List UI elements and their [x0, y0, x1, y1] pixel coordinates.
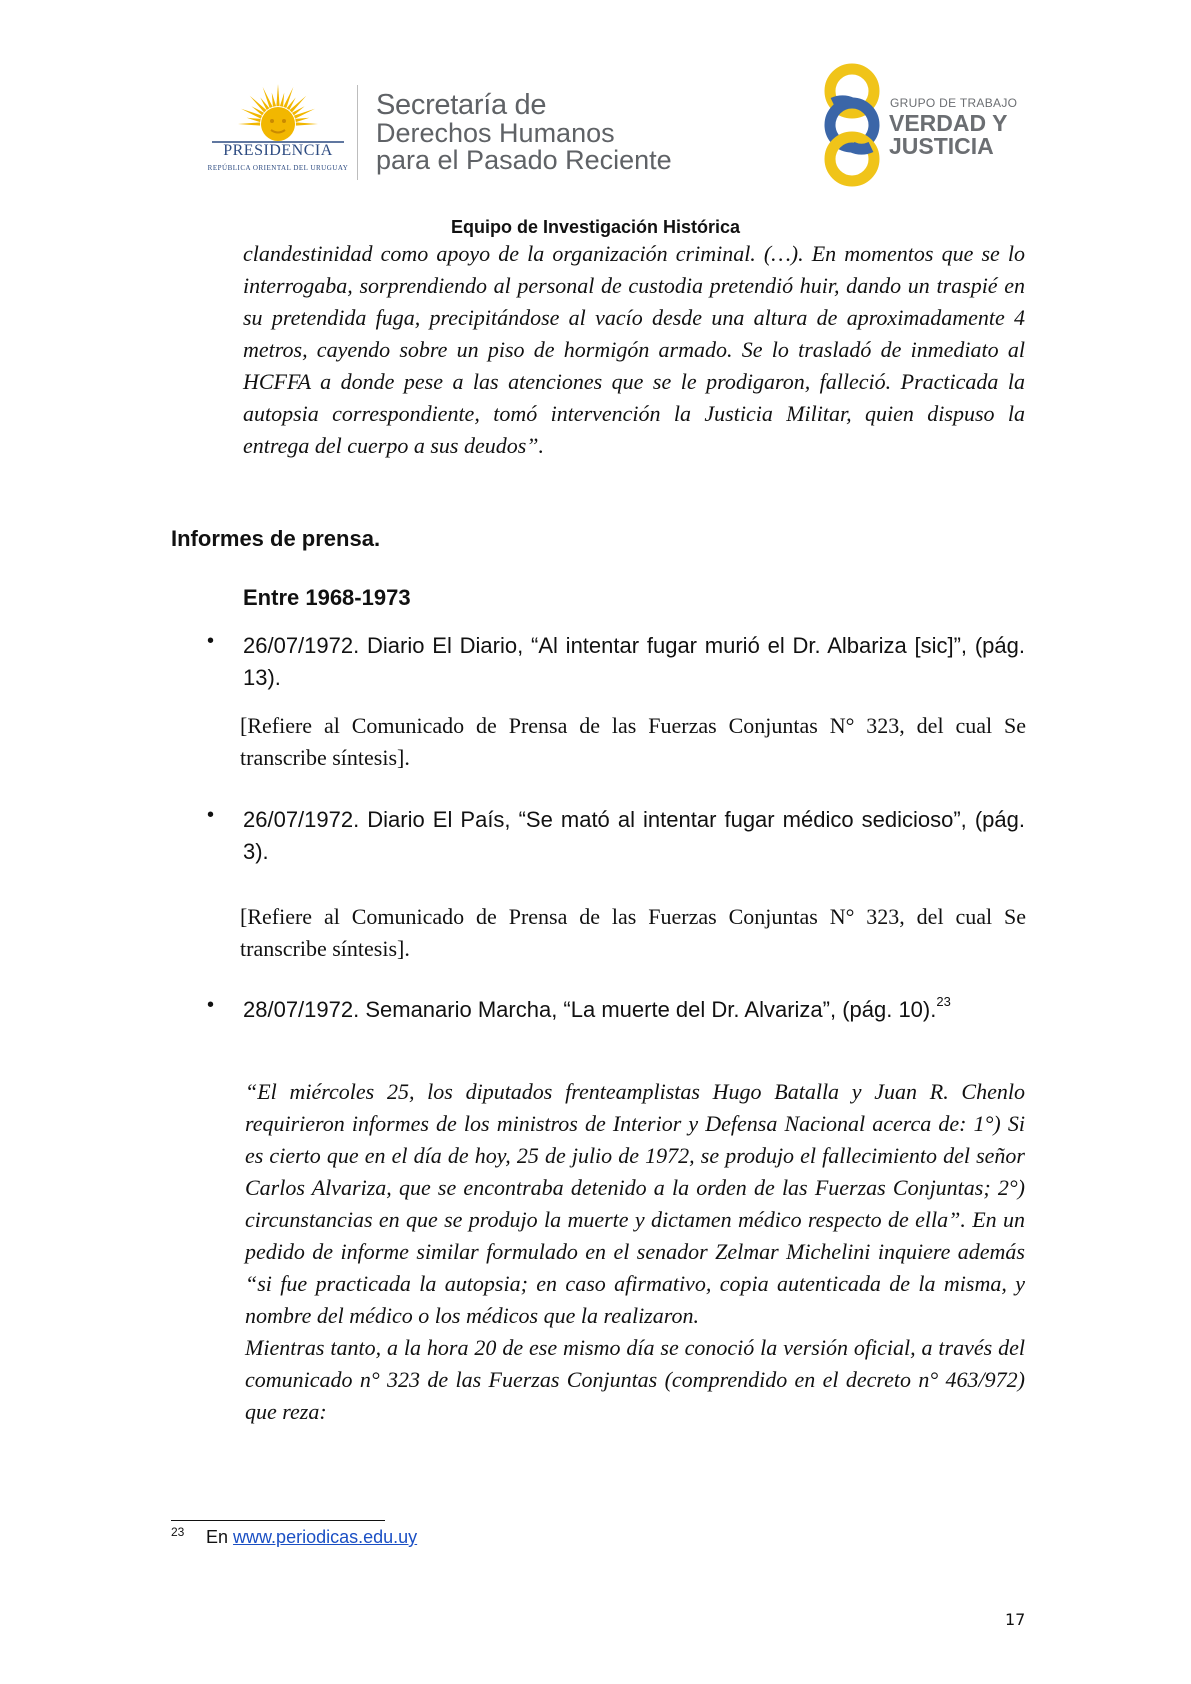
sun-ray [276, 84, 279, 106]
page-header [0, 0, 1191, 210]
gtvj-line-2: VERDAD Y [889, 110, 1008, 136]
header-divider [357, 85, 358, 180]
press-item-text: 26/07/1972. Diario El Diario, “Al intentar fugar murió el Dr. Albariza [sic]”, (pág. 13). [243, 633, 1025, 690]
footnote-separator [171, 1520, 385, 1521]
quote-marcha [245, 1076, 1025, 1428]
footnote-prefix: En [206, 1527, 229, 1547]
bullet-icon: • [207, 630, 215, 652]
secretaria-line-3: para el Pasado Reciente [376, 145, 672, 175]
subsection-heading: Entre 1968-1973 [243, 585, 411, 610]
grupo-trabajo-logo [812, 63, 1022, 188]
secretaria-logo-text [376, 90, 672, 174]
presidencia-title: PRESIDENCIA [223, 142, 333, 159]
presidencia-subtitle: REPÚBLICA ORIENTAL DEL URUGUAY [207, 164, 349, 172]
presidencia-logo [198, 82, 358, 178]
section-heading: Informes de prensa. [171, 526, 381, 551]
press-item-note: [Refiere al Comunicado de Prensa de las Fuerzas Conjuntas N° 323, del cual Se transcribe síntesis]. [240, 713, 1026, 770]
sun-ray [295, 118, 309, 122]
sun-emblem-icon [198, 82, 358, 144]
sun-ray [247, 118, 261, 122]
footnote-text [206, 1527, 417, 1548]
sun-ray [238, 122, 260, 125]
quote-continuation: clandestinidad como apoyo de la organización criminal. (…). En momentos que se lo interrogaba, sorprendiendo al personal de custodia pretendió huir, dando un traspié en su pretendida fuga, precipitándose al vacío desde una altura de aproximadamente 4 metros, cayendo sobre un piso de hormigón armado. Se lo trasladó de inmediato al HCFFA a donde pese a las atenciones que se le prodigaron, falleció. Practicada la autopsia correspondiente, tomó intervención la Justicia Militar, quien dispuso la entrega del cuerpo a sus deudos”. [243, 241, 1025, 458]
interlocking-rings-icon [812, 63, 892, 188]
sun-ray [272, 93, 276, 107]
gtvj-line-3: JUSTICIA [889, 133, 994, 159]
footnote-number: 23 [171, 1525, 185, 1539]
sun-ray [280, 93, 284, 107]
gtvj-line-1: GRUPO DE TRABAJO [890, 96, 1018, 110]
quote-paragraph: Mientras tanto, a la hora 20 de ese mismo día se conoció la versión oficial, a través del comunicado n° 323 de las Fuerzas Conjuntas (comprendido en el decreto n° 463/972) que reza: [245, 1335, 1025, 1424]
press-item-note: [Refiere al Comunicado de Prensa de las Fuerzas Conjuntas N° 323, del cual Se transcribe síntesis]. [240, 904, 1026, 961]
team-title: Equipo de Investigación Histórica [450, 217, 741, 237]
bullet-icon: • [207, 994, 215, 1016]
secretaria-line-2: Derechos Humanos [376, 118, 615, 148]
bullet-icon: • [207, 804, 215, 826]
press-item-text-wrapper [243, 994, 1025, 1026]
sun-ray [296, 122, 318, 125]
press-item-text: 26/07/1972. Diario El País, “Se mató al intentar fugar médico sedicioso”, (pág. 3). [243, 807, 1025, 864]
footnote-reference[interactable]: 23 [936, 993, 951, 1009]
footnote-link[interactable]: www.periodicas.edu.uy [233, 1527, 418, 1547]
press-item-text: 28/07/1972. Semanario Marcha, “La muerte del Dr. Alvariza”, (pág. 10). [243, 997, 937, 1022]
page-number: 17 [1005, 1610, 1026, 1629]
quote-paragraph: “El miércoles 25, los diputados frenteamplistas Hugo Batalla y Juan R. Chenlo requirieron informes de los ministros de Interior y Defensa Nacional acerca de: 1°) Si es cierto que en el día de hoy, 25 de julio de 1972, se produjo el fallecimiento del señor Carlos Alvariza, que se encontraba detenido a la orden de las Fuerzas Conjuntas; 2°) circunstancias en que se produjo la muerte y dictamen médico respecto de ella”. En un pedido de informe similar formulado en el senador Zelmar Michelini inquiere además “si fue practicada la autopsia; en caso afirmativo, copia autenticada de la misma, y nombre del médico o los médicos que la realizaron. [245, 1079, 1025, 1328]
secretaria-line-1: Secretaría de [376, 89, 547, 121]
